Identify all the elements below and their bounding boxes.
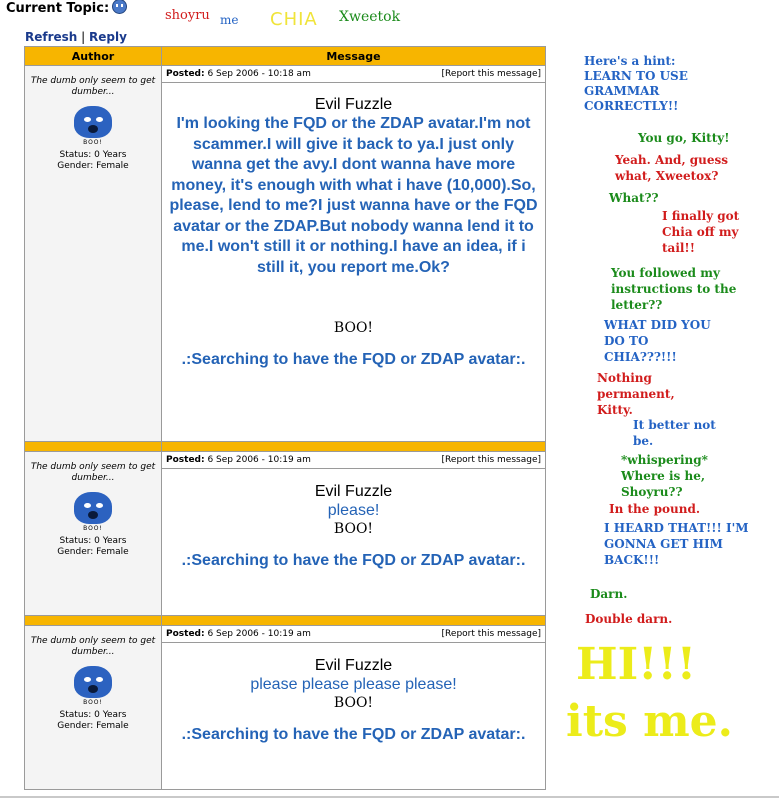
author-status: Status: 0 Years [59,536,127,546]
chat-line: CHIA???!!! [604,350,677,364]
avatar-label: BOO! [83,525,103,532]
post-text: please! [327,502,380,519]
chat-line: It better not [633,418,716,432]
refresh-link[interactable]: Refresh [25,30,78,44]
name-xweetok: Xweetok [339,9,401,25]
message-cell [162,626,546,790]
chat-line: GRAMMAR [584,84,660,98]
chat-line: GONNA GET HIM [604,537,723,551]
chat-line: permanent, [597,387,675,401]
chat-line: Nothing [597,371,652,385]
name-chia: CHIA [270,9,318,30]
posted-label: Posted: [166,69,205,79]
chat-line: letter?? [611,298,663,312]
chat-line: tail!! [662,241,695,255]
chat-line: Chia off my [662,225,739,239]
posted-date: 6 Sep 2006 - 10:19 am [207,629,311,639]
post-text: please please please please! [250,676,457,693]
post-row [25,66,546,442]
chat-line: WHAT DID YOU [604,318,711,332]
post-username: Evil Fuzzle [314,96,393,113]
post-boo: BOO! [333,320,374,336]
chat-line: What?? [609,191,659,205]
post-body [162,96,545,370]
chat-line: what, Xweetox? [615,169,719,183]
avatar-label: BOO! [83,139,103,146]
post-signature: .:Searching to have the FQD or ZDAP avatar:. [181,351,526,368]
chat-line: Here's a hint: [584,54,676,68]
author-gender: Gender: Female [57,161,129,171]
chat-line: LEARN TO USE [584,69,688,83]
chat-line: Yeah. And, guess [615,153,729,167]
post-separator [25,616,546,626]
post-boo: BOO! [333,695,374,711]
author-status: Status: 0 Years [59,710,127,720]
chat-line: Where is he, [621,469,705,483]
author-cell [25,626,162,790]
post-body [162,483,545,571]
chat-line: instructions to the [611,282,737,296]
chat-line: You followed my [611,266,720,280]
chat-line: Double darn. [585,612,673,626]
name-me: me [220,13,239,27]
author-status: Status: 0 Years [59,150,127,160]
post-row [25,626,546,790]
chat-line: BACK!!! [604,553,660,567]
big-hi-text: HI!!! [576,639,697,690]
chat-line: Kitty. [597,403,633,417]
post-separator [25,442,546,452]
report-message-link[interactable]: [Report this message] [441,629,541,639]
report-message-link[interactable]: [Report this message] [441,455,541,465]
current-topic [6,0,127,16]
author-tagline: The dumb only seem to get dumber... [30,636,156,657]
chat-line: DO TO [604,334,649,348]
message-cell [162,66,546,442]
post-row [25,452,546,616]
posted-label: Posted: [166,629,205,639]
message-cell [162,452,546,616]
post-header [162,66,545,83]
author-cell [25,66,162,442]
author-gender: Gender: Female [57,721,129,731]
post-signature: .:Searching to have the FQD or ZDAP avatar:. [181,726,526,743]
avatar [68,664,118,706]
post-header [162,452,545,469]
message-column-header: Message [162,47,546,66]
post-signature: .:Searching to have the FQD or ZDAP avatar:. [181,552,526,569]
chat-line: I HEARD THAT!!! I'M [604,521,749,535]
chat-line: Shoyru?? [621,485,683,499]
name-shoyru: shoyru [165,8,210,23]
current-topic-label: Current Topic: [6,1,110,16]
table-header [25,47,546,66]
post-body [162,657,545,745]
author-tagline: The dumb only seem to get dumber... [30,462,156,483]
post-username: Evil Fuzzle [314,657,393,674]
author-cell [25,452,162,616]
author-tagline: The dumb only seem to get dumber... [30,76,156,97]
post-username: Evil Fuzzle [314,483,393,500]
chat-line: *whispering* [621,453,708,467]
posted-label: Posted: [166,455,205,465]
chat-line: In the pound. [609,502,701,516]
avatar [68,490,118,532]
bottom-border [0,796,779,798]
chat-line: Darn. [590,587,628,601]
avatar [68,104,118,146]
posted-date: 6 Sep 2006 - 10:19 am [207,455,311,465]
topic-links [25,30,127,44]
reply-link[interactable]: Reply [89,30,127,44]
post-header [162,626,545,643]
chat-line: You go, Kitty! [638,131,730,145]
posted-date: 6 Sep 2006 - 10:18 am [207,69,311,79]
link-separator: | [81,30,86,44]
post-text: I'm looking the FQD or the ZDAP avatar.I'm not scammer.I will give it back to ya.I just only wanna get the avy.I dont wanna have more money, it's enough with what i have (10,000).So, please, lend to me?I just wanna have or the FQD avatar or the ZDAP.But nobody wanna lend it to me.I won't still it or nothing.I have an idea, if i still it, you report me.Ok? [169,115,538,276]
big-its-me-text: its me. [566,696,733,747]
avatar-label: BOO! [83,699,103,706]
chat-line: I finally got [662,209,740,223]
report-message-link[interactable]: [Report this message] [441,69,541,79]
frown-face-icon [112,0,127,14]
chat-line: CORRECTLY!! [584,99,679,113]
forum-table [24,46,546,790]
author-gender: Gender: Female [57,547,129,557]
chat-line: be. [633,434,654,448]
post-boo: BOO! [333,521,374,537]
author-column-header: Author [25,47,162,66]
